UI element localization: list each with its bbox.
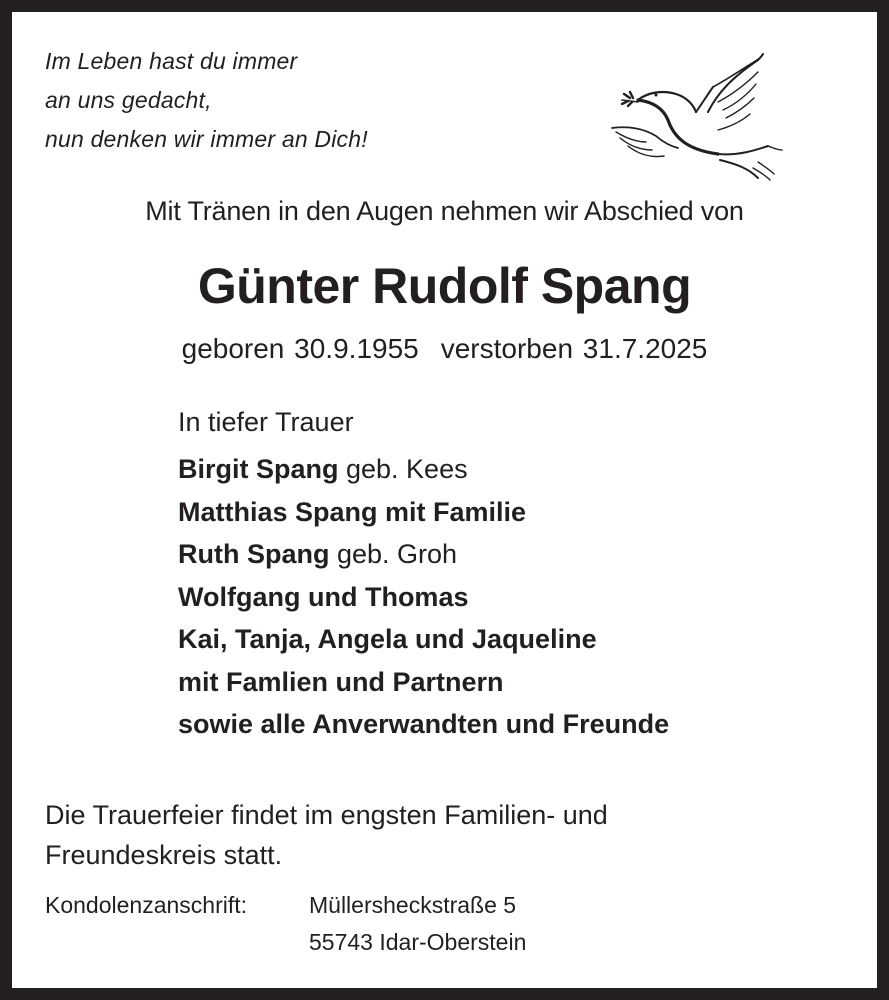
mourner-entry: Ruth Spang geb. Groh xyxy=(178,539,458,569)
deceased-name: Günter Rudolf Spang xyxy=(197,258,692,314)
life-dates xyxy=(12,333,877,365)
funeral-note: Die Trauerfeier findet im engsten Familien- und Freundeskreis statt. xyxy=(45,800,608,870)
memorial-verse xyxy=(45,42,368,159)
mourners-list xyxy=(178,407,669,746)
mourner-entry: sowie alle Anverwandten und Freunde xyxy=(178,709,670,739)
verse-line: nun denken wir immer an Dich! xyxy=(45,126,368,152)
birth-date: geboren 30.9.1955 xyxy=(181,333,419,364)
verse-line: an uns gedacht, xyxy=(45,87,212,113)
farewell-intro: Mit Tränen in den Augen nehmen wir Abschied von xyxy=(145,196,744,226)
obituary-card xyxy=(12,12,877,988)
death-date: verstorben 31.7.2025 xyxy=(440,333,708,364)
mourner-entry: Wolfgang und Thomas xyxy=(178,581,469,612)
mourner-entry: Matthias Spang mit Familie xyxy=(178,496,527,527)
verse-line: Im Leben hast du immer xyxy=(45,48,298,74)
condolence-street: Müllersheckstraße 5 xyxy=(309,892,517,918)
mourning-lead: In tiefer Trauer xyxy=(178,407,354,437)
mourner-entry: Kai, Tanja, Angela und Jaqueline xyxy=(178,624,597,654)
dove-icon xyxy=(608,42,788,182)
mourner-entry: Birgit Spang geb. Kees xyxy=(178,454,468,484)
condolence-city: 55743 Idar-Oberstein xyxy=(309,929,527,955)
mourner-entry: mit Famlien und Partnern xyxy=(178,666,504,697)
condolence-address xyxy=(45,887,526,961)
condolence-label: Kondolenzanschrift: xyxy=(45,892,248,918)
